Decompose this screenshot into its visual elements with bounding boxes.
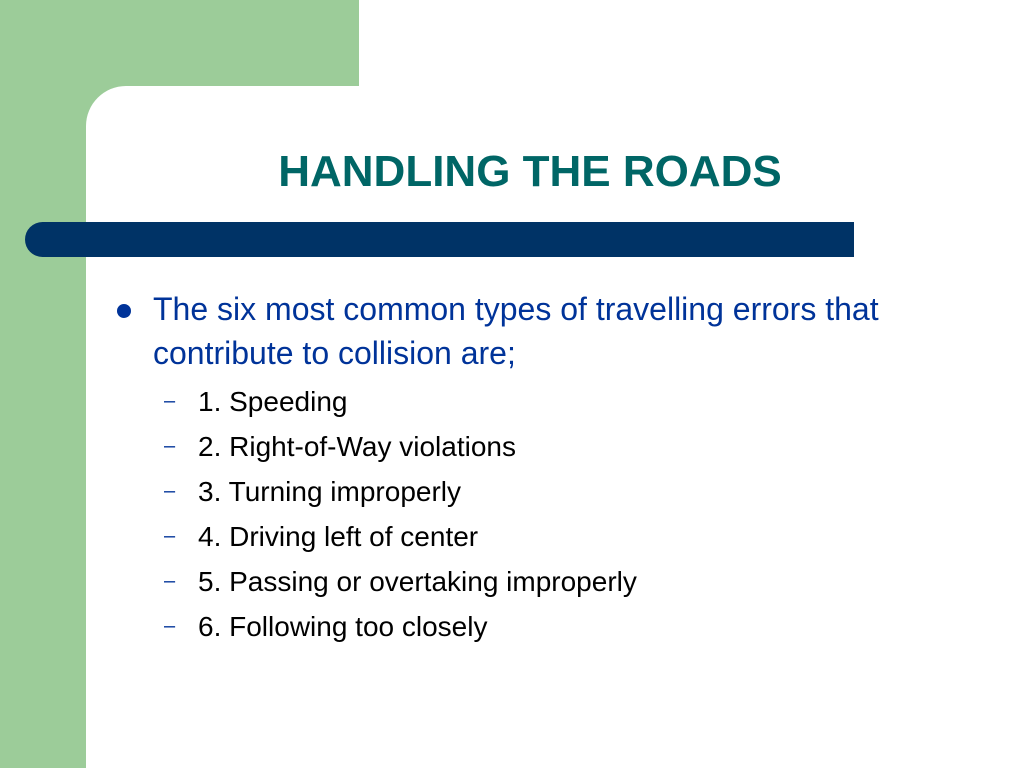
dash-icon: – — [164, 390, 176, 412]
bullet-dot-icon — [117, 304, 131, 318]
dash-icon: – — [164, 435, 176, 457]
list-item-text: 6. Following too closely — [198, 611, 488, 642]
dash-icon: – — [164, 570, 176, 592]
list-item-text: 4. Driving left of center — [198, 521, 479, 552]
sub-bullet-list — [112, 379, 912, 649]
slide-title: HANDLING THE ROADS — [278, 147, 782, 196]
dash-icon: – — [164, 615, 176, 637]
list-item — [112, 424, 912, 469]
list-item — [112, 604, 912, 649]
list-item-text: 3. Turning improperly — [198, 476, 462, 507]
list-item — [112, 379, 912, 424]
list-item-text: 5. Passing or overtaking improperly — [198, 566, 637, 597]
list-item-text: 2. Right-of-Way violations — [198, 431, 516, 462]
list-item-text: 1. Speeding — [198, 386, 348, 417]
list-item — [112, 559, 912, 604]
list-item — [112, 514, 912, 559]
main-bullet-text: The six most common types of travelling errors that contribute to collision are; — [153, 291, 879, 371]
dash-icon: – — [164, 480, 176, 502]
title-divider-bar — [25, 222, 854, 257]
list-item — [112, 469, 912, 514]
slide-body — [112, 287, 912, 649]
dash-icon: – — [164, 525, 176, 547]
main-bullet — [112, 287, 912, 375]
